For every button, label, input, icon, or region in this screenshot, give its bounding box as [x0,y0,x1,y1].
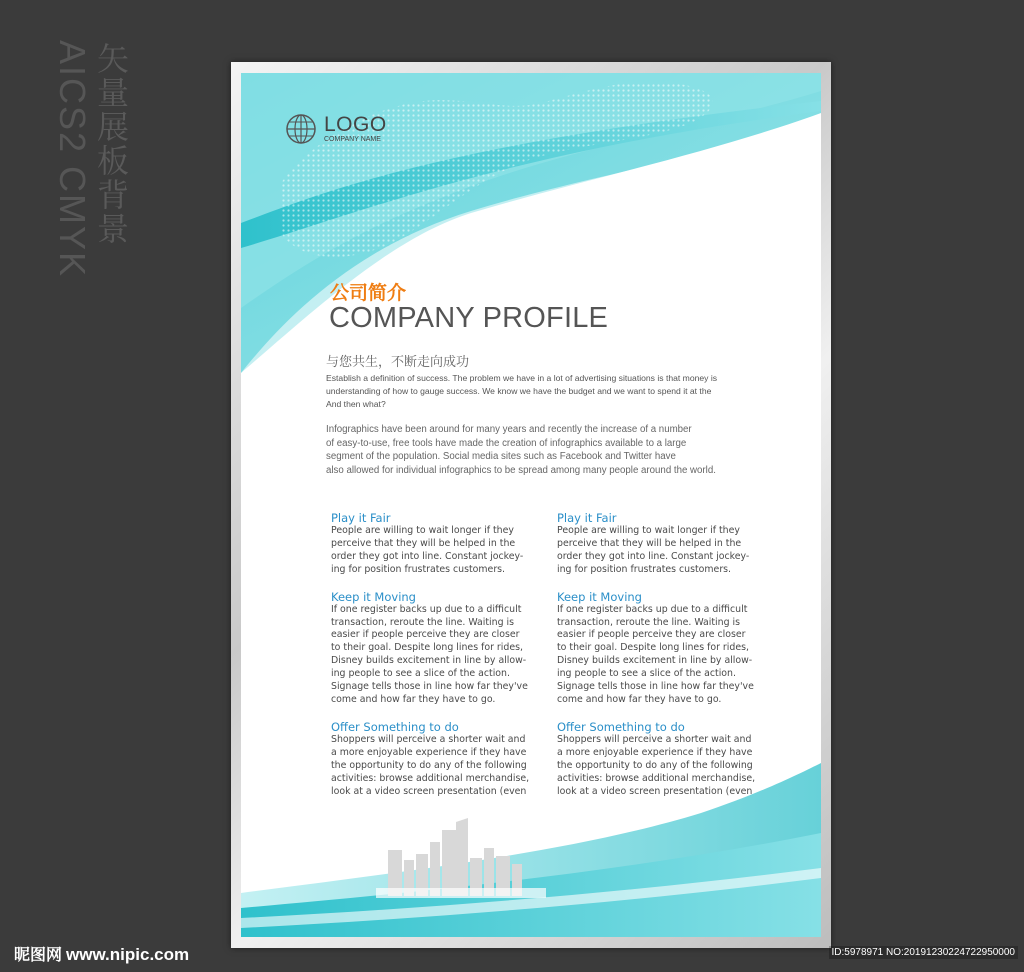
section-heading: Keep it Moving [557,589,642,604]
section-body: If one register backs up due to a difficult transaction, reroute the line. Waiting is easier if people perceive they are closer to their goal. Despite long lines for rides, Disney builds excitement in line by allow- ing people to see a slice of the action. Signage tells those in line how far they've come and how far they have to go. [557,603,754,705]
section-heading: Play it Fair [331,511,391,525]
intro-line: And then what? [326,399,386,409]
city-skyline-illustration [376,818,546,898]
intro-line: Establish a definition of success. The problem we have in a lot of advertising situations is that money is [326,373,718,383]
paragraph-line: of easy-to-use, free tools have made the creation of infographics available to a large [326,437,687,449]
paragraph-line: also allowed for individual infographics to be spread among many people around the world. [326,464,716,476]
company-name: COMPANY NAME [324,135,381,143]
section-body: People are willing to wait longer if they perceive that they will be helped in the order they got into line. Constant jockey- ing for position frustrates customers. [557,525,750,575]
section-play-it-fair [331,511,543,577]
poster [241,73,821,937]
section-body: People are willing to wait longer if they perceive that they will be helped in the order they got into line. Constant jockey- ing for position frustrates customers. [331,525,524,575]
image-id-text: ID:5978971 NO:20191230224722950000 [829,946,1019,959]
right-column [557,511,769,811]
section-heading: Offer Something to do [331,719,459,734]
intro-line: understanding of how to gauge success. We know we have the budget and we want to spend it at the [326,386,712,396]
section-body: Shoppers will perceive a shorter wait and a more enjoyable experience if they have the opportunity to do any of the following activities: browse additional merchandise, look at a video screen presentation (even [557,733,756,797]
paragraph-line: Infographics have been around for many years and recently the increase of a number [326,424,692,435]
logo-text: LOGO [324,112,387,136]
title-english: COMPANY PROFILE [329,302,609,334]
site-name: 昵图网 [14,945,63,964]
side-watermark-english: AICS2 CMYK [52,40,93,279]
nipic-watermark [14,942,189,965]
section-keep-it-moving [331,590,543,707]
section-heading: Offer Something to do [557,719,685,734]
section-body: Shoppers will perceive a shorter wait and a more enjoyable experience if they have the opportunity to do any of the following activities: browse additional merchandise, look at a video screen presentation (even [331,733,530,797]
side-watermark-chinese: 矢量展板背景 [92,42,130,246]
section-heading: Keep it Moving [331,589,416,604]
site-url: www.nipic.com [66,945,190,964]
section-offer-something [557,720,769,799]
globe-icon [285,113,317,145]
paragraph-line: segment of the population. Social media sites such as Facebook and Twitter have [326,451,676,462]
title-chinese: 公司简介 [330,282,407,304]
infographics-paragraph [326,423,786,477]
slogan: 与您共生，不断走向成功 [326,355,470,370]
section-play-it-fair [557,511,769,577]
intro-text [326,372,776,411]
section-offer-something [331,720,543,799]
left-column [331,511,543,811]
company-logo [285,113,387,145]
section-body: If one register backs up due to a difficult transaction, reroute the line. Waiting is easier if people perceive they are closer to their goal. Despite long lines for rides, Disney builds excitement in line by allow- ing people to see a slice of the action. Signage tells those in line how far they've come and how far they have to go. [331,603,528,705]
section-keep-it-moving [557,590,769,707]
section-heading: Play it Fair [557,511,617,525]
